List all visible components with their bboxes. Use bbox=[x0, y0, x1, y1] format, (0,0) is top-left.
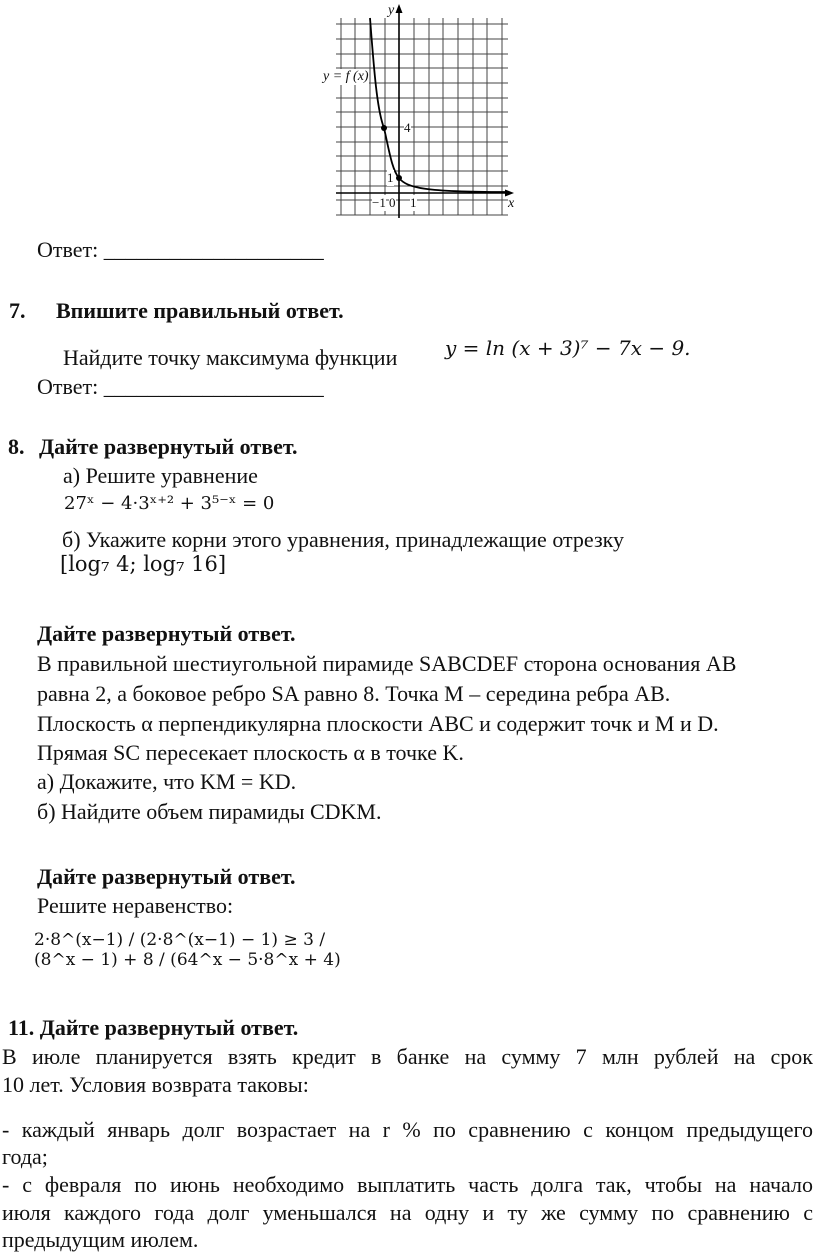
y-axis-label: y bbox=[388, 3, 395, 18]
q9-line-6: б) Найдите объем пирамиды CDKM. bbox=[37, 799, 382, 824]
function-graph bbox=[318, 0, 528, 222]
y-tick-4: 4 bbox=[404, 120, 411, 135]
q10-text: Решите неравенство: bbox=[37, 893, 234, 918]
q11-title: 11. Дайте развернутый ответ. bbox=[8, 1015, 299, 1040]
q8-segment: [log₇ 4; log₇ 16] bbox=[60, 552, 227, 576]
q9-line-3: Плоскость α перпендикулярна плоскости ABC и содержит точк и M и D. bbox=[37, 711, 719, 736]
q8-equation: 27ˣ − 4·3ˣ⁺² + 3⁵⁻ˣ = 0 bbox=[64, 493, 275, 514]
q8-part-a: а) Решите уравнение bbox=[63, 463, 258, 488]
q10-inequality: 2·8^(x−1) / (2·8^(x−1) − 1) ≥ 3 / (8^x − 1) + 8 / (64^x − 5·8^x + 4) bbox=[34, 930, 341, 970]
x-axis-label: x bbox=[508, 196, 515, 211]
q7-formula: y = ln (x + 3)⁷ − 7x − 9. bbox=[445, 336, 691, 360]
q6-answer-field[interactable]: Ответ: ____________________ bbox=[37, 237, 324, 262]
function-label: y = f (x) bbox=[323, 69, 369, 84]
q9-line-1: В правильной шестиугольной пирамиде SABCDEF сторона основания AB bbox=[37, 651, 737, 676]
q8-number: 8. bbox=[8, 434, 25, 459]
q11-line-4: года; bbox=[2, 1144, 48, 1169]
x-tick-1: 1 bbox=[410, 195, 417, 210]
q11-line-7: предыдущим июлем. bbox=[2, 1227, 199, 1252]
q11-line-6: июля каждого года долг уменьшался на одну и ту же сумму по сравнению с bbox=[2, 1200, 813, 1225]
q7-answer-field[interactable]: Ответ: ____________________ bbox=[37, 374, 324, 399]
q11-line-5: - с февраля по июнь необходимо выплатить часть долга так, чтобы на начало bbox=[2, 1172, 813, 1197]
y-tick-1: 1 bbox=[387, 170, 394, 185]
q7-text: Найдите точку максимума функции bbox=[63, 345, 398, 370]
q9-title: Дайте развернутый ответ. bbox=[37, 621, 296, 646]
q9-line-4: Прямая SC пересекает плоскость α в точке K. bbox=[37, 740, 464, 765]
q8-part-b: б) Укажите корни этого уравнения, принадлежащие отрезку bbox=[62, 527, 625, 552]
origin-label: 0 bbox=[389, 195, 396, 210]
q9-line-5: а) Докажите, что KM = KD. bbox=[37, 769, 297, 794]
q8-title: Дайте развернутый ответ. bbox=[39, 434, 298, 459]
q7-number: 7. bbox=[9, 298, 26, 323]
q10-title: Дайте развернутый ответ. bbox=[37, 864, 296, 889]
q11-line-3: - каждый январь долг возрастает на r % по сравнению с концом предыдущего bbox=[2, 1117, 813, 1142]
x-tick-neg1: −1 bbox=[372, 195, 386, 210]
q9-line-2: равна 2, а боковое ребро SA равно 8. Точка M – середина ребра AB. bbox=[37, 681, 671, 706]
q11-line-2: 10 лет. Условия возврата таковы: bbox=[2, 1072, 309, 1097]
q11-line-1: В июле планируется взять кредит в банке на сумму 7 млн рублей на срок bbox=[2, 1044, 813, 1069]
q7-title: Впишите правильный ответ. bbox=[56, 298, 344, 323]
